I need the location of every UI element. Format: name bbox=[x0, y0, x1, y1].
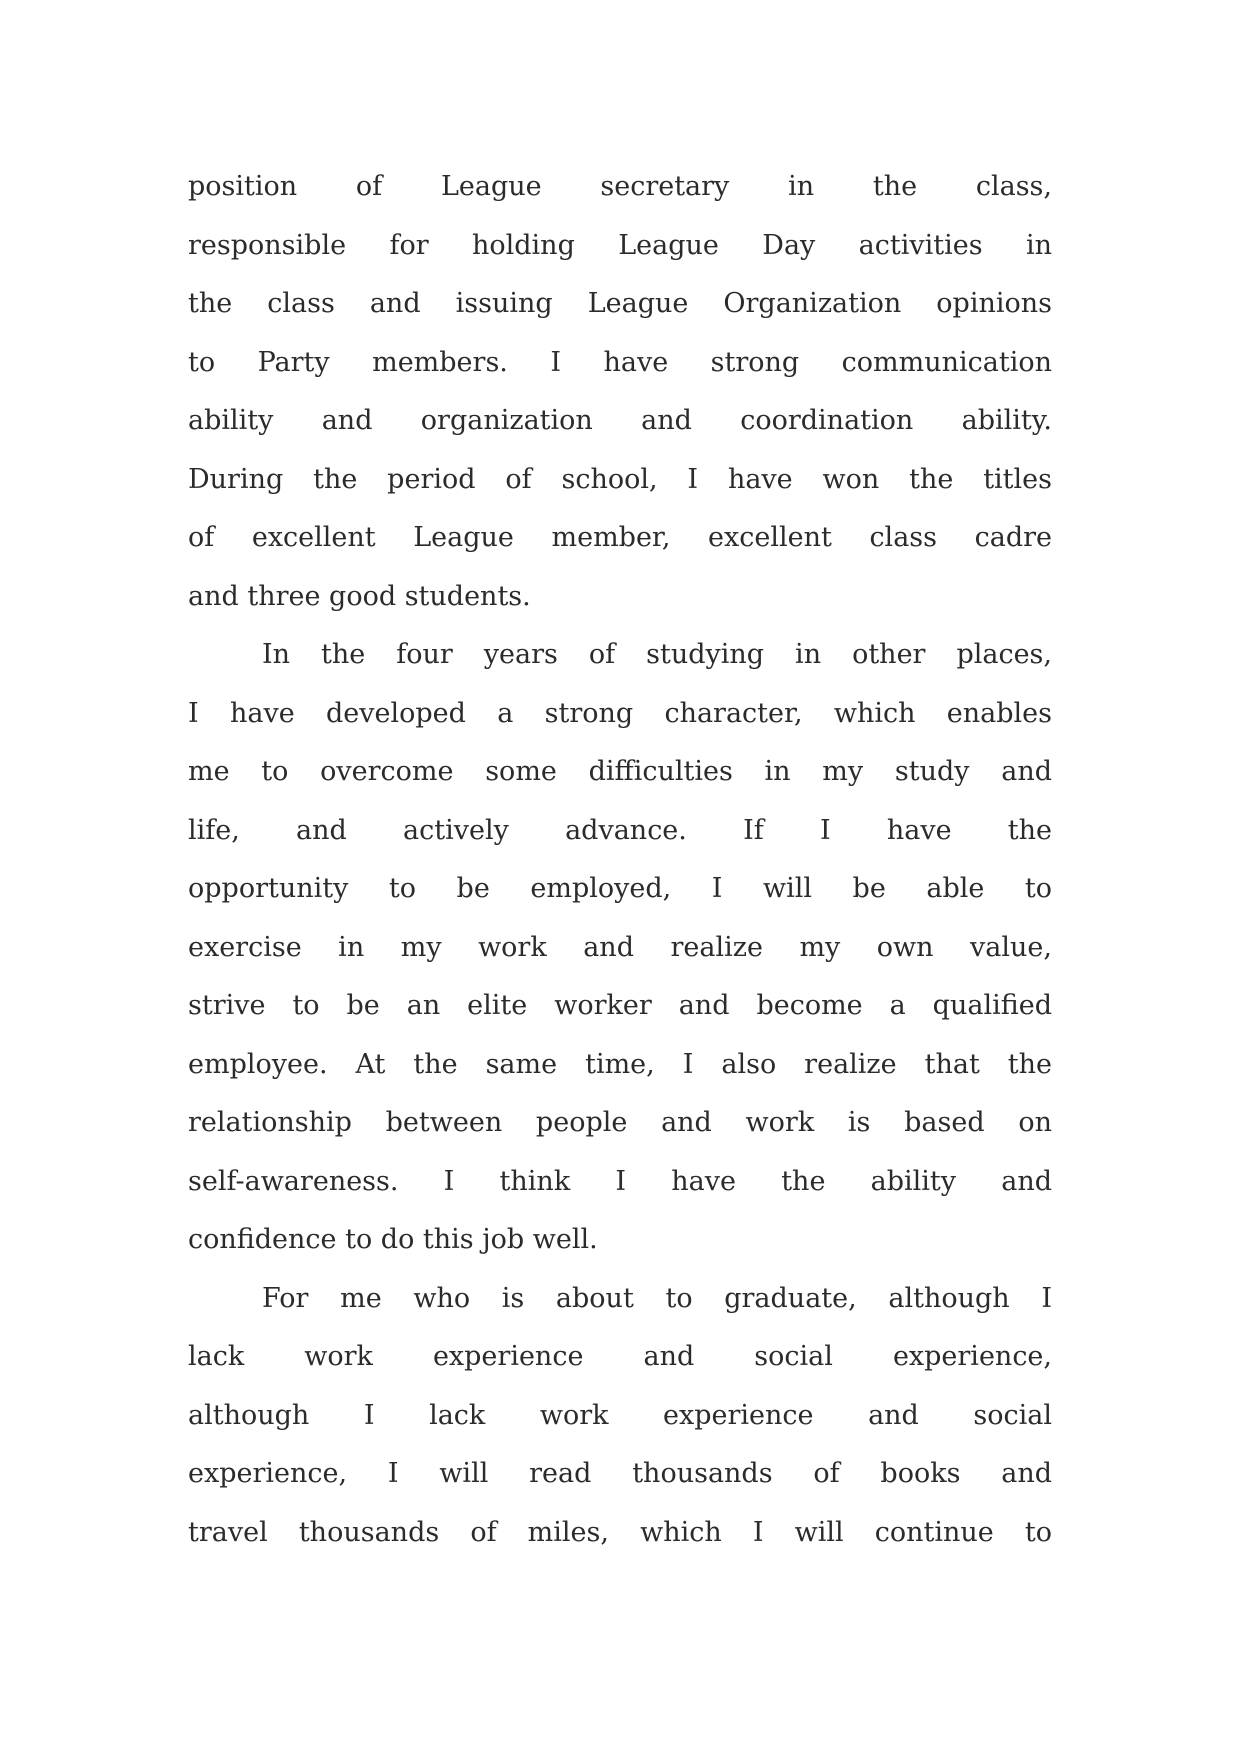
text-line: lack work experience and social experience, bbox=[188, 1341, 1052, 1372]
text-line: ability and organization and coordination ability. bbox=[188, 405, 1052, 436]
text-line: experience, I will read thousands of books and bbox=[188, 1458, 1052, 1489]
text-line: During the period of school, I have won the titles bbox=[188, 463, 1052, 495]
text-line: the class and issuing League Organization opinions bbox=[188, 288, 1052, 319]
text-line: exercise in my work and realize my own value, bbox=[188, 931, 1052, 963]
text-line: responsible for holding League Day activities in bbox=[188, 229, 1052, 261]
text-line: to Party members. I have strong communication bbox=[188, 346, 1052, 378]
text-line: of excellent League member, excellent class cadre bbox=[188, 522, 1052, 553]
body-text bbox=[188, 158, 1052, 1562]
text-line: although I lack work experience and social bbox=[188, 1399, 1052, 1431]
text-line: and three good students. bbox=[188, 580, 531, 612]
text-line: me to overcome some difficulties in my study and bbox=[188, 756, 1052, 787]
text-line: I have developed a strong character, which enables bbox=[188, 697, 1052, 729]
text-line: relationship between people and work is based on bbox=[188, 1107, 1052, 1138]
text-line: position of League secretary in the class, bbox=[188, 171, 1052, 202]
text-line: life, and actively advance. If I have the bbox=[188, 814, 1052, 846]
text-line: travel thousands of miles, which I will continue to bbox=[188, 1516, 1052, 1548]
text-line: confidence to do this job well. bbox=[188, 1224, 598, 1255]
paragraph-first-line: In the four years of studying in other places, bbox=[262, 639, 1052, 670]
text-line: employee. At the same time, I also realize that the bbox=[188, 1048, 1052, 1080]
text-line: strive to be an elite worker and become a qualified bbox=[188, 990, 1052, 1021]
text-line: opportunity to be employed, I will be able to bbox=[188, 873, 1052, 904]
paragraph-first-line: For me who is about to graduate, although I bbox=[262, 1282, 1052, 1314]
text-line: self-awareness. I think I have the ability and bbox=[188, 1165, 1052, 1197]
